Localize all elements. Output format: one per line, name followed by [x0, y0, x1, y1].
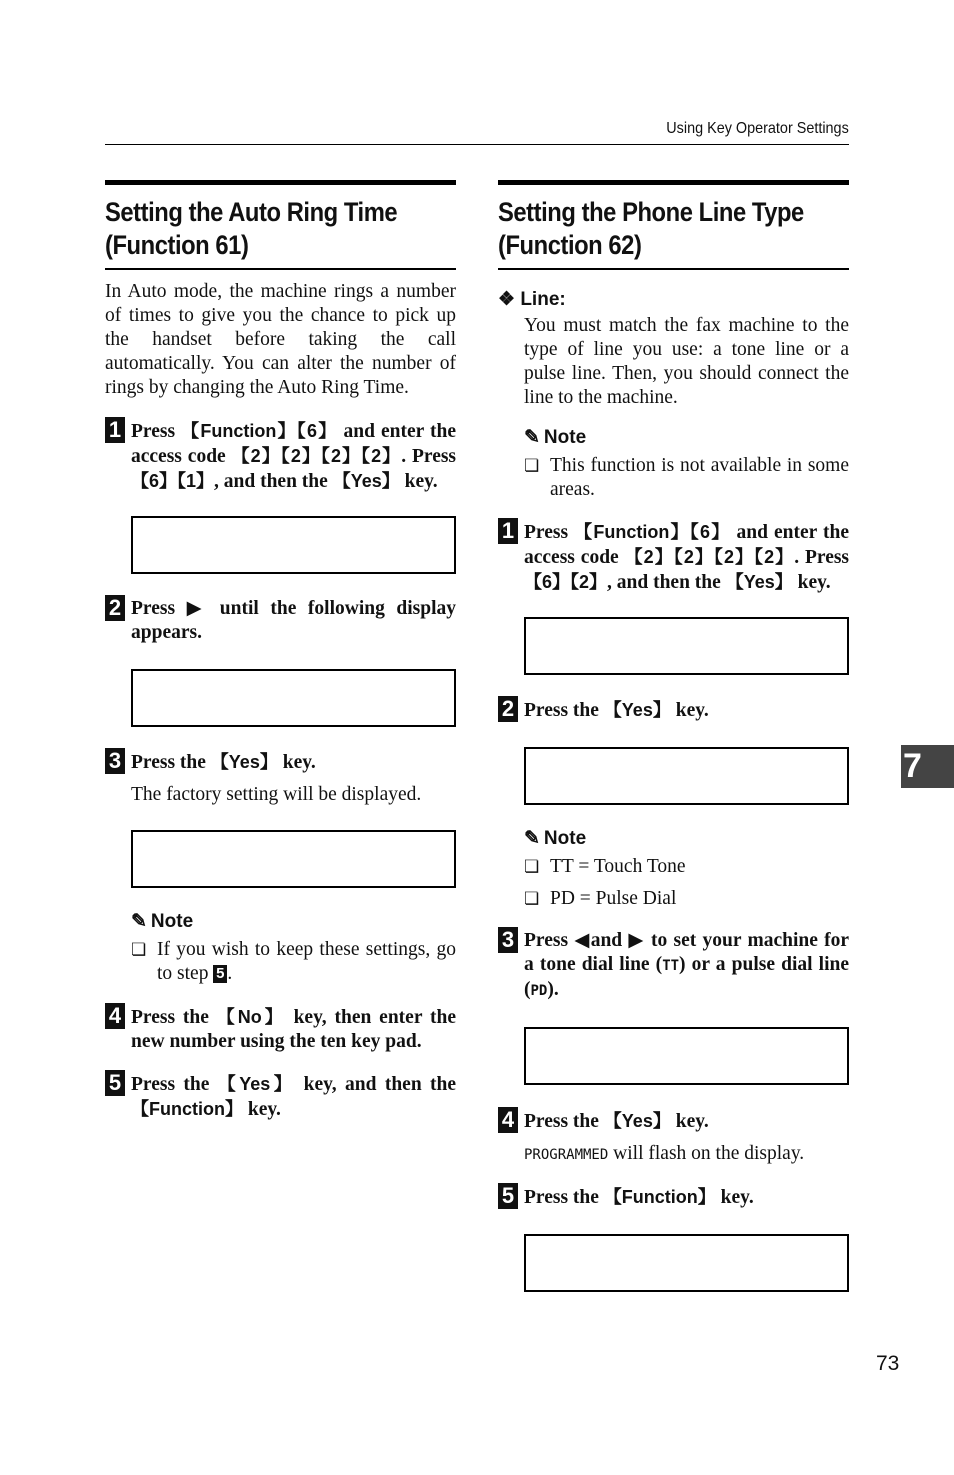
running-header [105, 118, 849, 145]
section-title-auto-ring: Setting the Auto Ring Time (Function 61) [105, 180, 456, 270]
note-heading: ✎ Note [524, 427, 587, 448]
step-4: 4 Press the 【 Yes 】 key. [498, 1109, 849, 1134]
step-3: 3 Press the 【 Yes 】 key. [105, 750, 456, 775]
step-number: 4 [105, 1003, 125, 1029]
step-number: 5 [498, 1183, 518, 1209]
step-4: 4 Press the 【 No 】 key, then enter the new number using the ten key pad. [105, 1005, 456, 1054]
pencil-icon: ✎ [524, 427, 540, 448]
step-number: 3 [498, 927, 518, 953]
lcd-display [524, 1027, 849, 1085]
running-title: Using Key Operator Settings [666, 120, 849, 137]
step-1: 1 Press 【 Function 】【 6 】 and enter the access code 【 2 】【 2 】【 2 】【 2 】 . Press 【 6 】【 1 】 , and then the 【 Yes 】 key. [105, 419, 456, 494]
step-number: 2 [498, 696, 518, 722]
note-item: ❏ TT = Touch Tone [524, 855, 849, 879]
step-4-text: PROGRAMMED will flash on the display. [524, 1143, 805, 1164]
left-arrow-icon: ◀ [574, 930, 591, 951]
step-5: 5 Press the 【 Yes 】 key, and then the 【 Function 】 key. [105, 1072, 456, 1122]
note-heading: ✎ Note [524, 828, 587, 849]
right-arrow-icon: ▶ [628, 930, 645, 951]
note-heading: ✎ Note [131, 911, 194, 932]
lcd-display [524, 747, 849, 805]
page-number: 73 [876, 1352, 900, 1375]
chapter-tab: 7 [901, 745, 954, 788]
step-ref: 5 [213, 965, 227, 983]
step-number: 5 [105, 1070, 125, 1096]
step-number: 1 [498, 518, 518, 544]
step-3-text: The factory setting will be displayed. [131, 784, 422, 805]
left-column [105, 180, 456, 1122]
step-number: 1 [105, 417, 125, 443]
pencil-icon: ✎ [524, 828, 540, 849]
diamond-icon: ❖ [498, 289, 516, 310]
step-number: 3 [105, 748, 125, 774]
step-5: 5 Press the 【 Function 】 key. [498, 1185, 849, 1210]
lcd-display [131, 830, 456, 888]
lcd-display [524, 617, 849, 675]
line-text: You must match the fax machine to the type of line you use: a tone line or a pulse line. Then, you should connect the line to the machine. [524, 315, 849, 408]
pencil-icon: ✎ [131, 911, 147, 932]
step-3: 3 Press ◀and ▶ to set your machine for a tone dial line (TT) or a pulse dial line (PD). [498, 929, 849, 1003]
step-number: 4 [498, 1107, 518, 1133]
lcd-display [131, 516, 456, 574]
step-1: 1 Press 【 Function 】【 6 】 and enter the access code 【 2 】【 2 】【 2 】【 2 】 . Press 【 6 】【 2 】 , and then the 【 Yes 】 key. [498, 520, 849, 595]
right-arrow-icon: ▶ [186, 598, 209, 619]
step-2: 2 Press ▶ until the following display appears. [105, 597, 456, 645]
section-title-phone-line: Setting the Phone Line Type (Function 62) [498, 180, 849, 270]
note-item: ❏ PD = Pulse Dial [524, 887, 849, 911]
note-item: ❏ If you wish to keep these settings, go to step 5 . [131, 938, 456, 986]
line-heading: ❖ Line: [498, 289, 566, 310]
lcd-display [524, 1234, 849, 1292]
intro-paragraph: In Auto mode, the machine rings a number of times to give you the chance to pick up the handset before taking the call automatically. You can alter the number of rings by changing the Auto Ring Time. [105, 281, 456, 398]
note-item: ❏ This function is not available in some areas. [524, 454, 849, 502]
right-column [498, 180, 849, 1292]
step-number: 2 [105, 595, 125, 621]
lcd-display [131, 669, 456, 727]
step-2: 2 Press the 【 Yes 】 key. [498, 698, 849, 723]
